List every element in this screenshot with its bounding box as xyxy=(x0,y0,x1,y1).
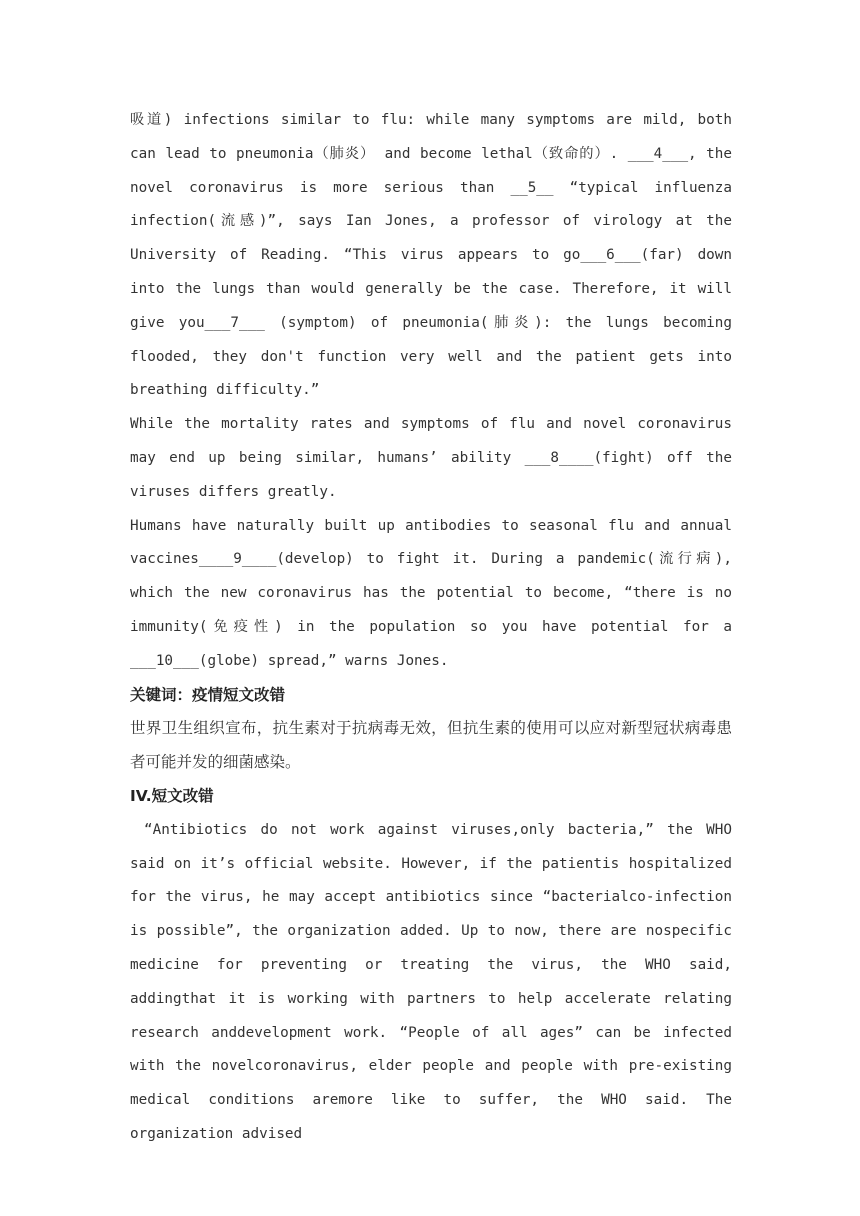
paragraph-flu-comparison: 吸道) infections similar to flu: while many symptoms are mild, both can lead to pneumonia（肺炎） and become lethal（致命的）. ___4___, the novel coronavirus is more serious than __5__ “typical influenza infection(流感)”, says Ian Jones, a professor of virology at the University of Reading. “This virus appears to go___6___(far) down into the lungs than would generally be the case. Therefore, it will give you___7___ (symptom) of pneumonia(肺炎): the lungs becoming flooded, they don't function very well and the patient gets into breathing difficulty.” xyxy=(130,112,732,399)
section-heading: IV.短文改错 xyxy=(130,786,214,805)
document-page xyxy=(130,104,732,1152)
chinese-intro-paragraph: 世界卫生组织宣布，抗生素对于抗病毒无效，但抗生素的使用可以应对新型冠状病毒患者可能并发的细菌感染。 xyxy=(130,719,732,772)
paragraph-human-ability: While the mortality rates and symptoms of flu and novel coronavirus may end up being similar, humans’ ability ___8____(fight) off the viruses differs greatly. xyxy=(130,416,732,500)
error-correction-passage: “Antibiotics do not work against viruses,only bacteria,” the WHO said on it’s official website. However, if the patientis hospitalized for the virus, he may accept antibiotics since “bacterialco-infection is possible”, the organization added. Up to now, there are nospecific medicine for preventing or treating the virus, the WHO said, addingthat it is working with partners to help accelerate relating research anddevelopment work. “People of all ages” can be infected with the novelcoronavirus, elder people and people with pre-existing medical conditions aremore like to suffer, the WHO said. The organization advised xyxy=(130,821,732,1142)
paragraph-antibodies: Humans have naturally built up antibodies to seasonal flu and annual vaccines____9____(develop) to fight it. During a pandemic(流行病), which the new coronavirus has the potential to become, “there is no immunity(免疫性) in the population so you have potential for a ___10___(globe) spread,” warns Jones. xyxy=(130,517,732,669)
keyword-heading: 关键词：疫情短文改错 xyxy=(130,685,286,704)
